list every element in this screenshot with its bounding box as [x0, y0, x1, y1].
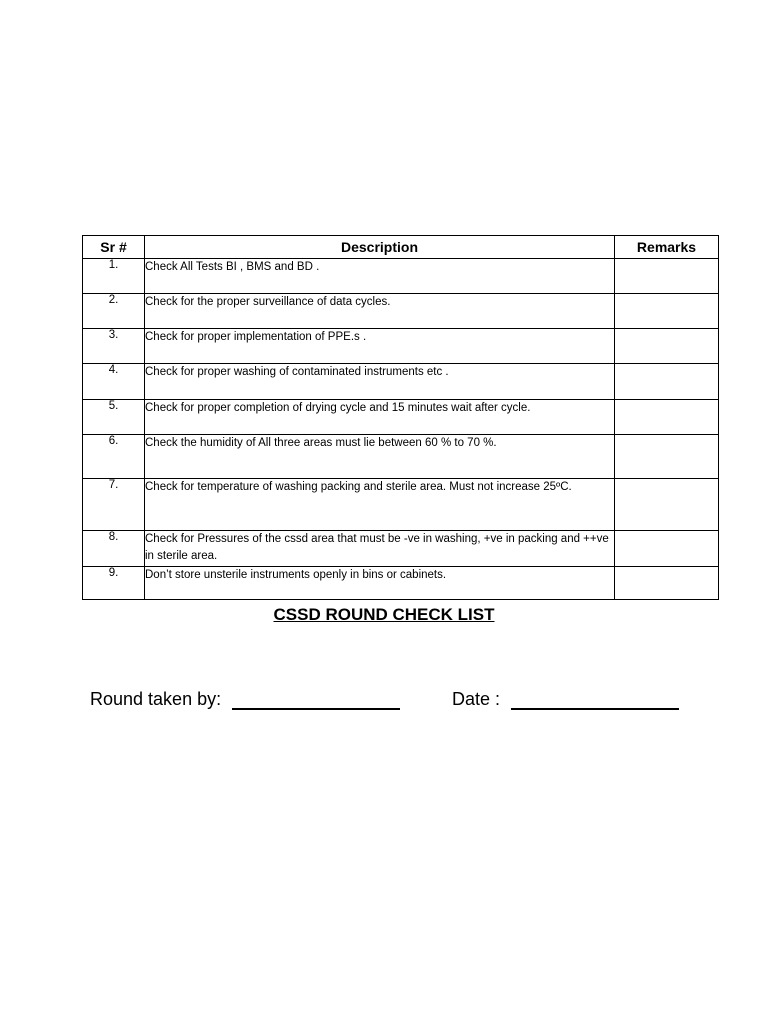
- table-row: [83, 329, 719, 364]
- row-sr: 1.: [83, 259, 145, 294]
- table-row: [83, 531, 719, 567]
- table-row: [83, 364, 719, 400]
- table-row: [83, 400, 719, 435]
- row-description: Check the humidity of All three areas must lie between 60 % to 70 %.: [145, 435, 615, 479]
- table-row: [83, 567, 719, 600]
- header-remarks: Remarks: [615, 236, 719, 259]
- date-label: Date :: [452, 689, 501, 709]
- row-description: Check for proper implementation of PPE.s .: [145, 329, 615, 364]
- row-description: Check for Pressures of the cssd area that must be -ve in washing, +ve in packing and ++ve in sterile area.: [145, 531, 615, 567]
- table-row: [83, 479, 719, 531]
- date-field: [452, 688, 679, 710]
- row-description: Check for proper completion of drying cycle and 15 minutes wait after cycle.: [145, 400, 615, 435]
- row-remarks[interactable]: [615, 329, 719, 364]
- header-description: Description: [145, 236, 615, 259]
- header-sr: Sr #: [83, 236, 145, 259]
- row-remarks[interactable]: [615, 567, 719, 600]
- row-description: Don’t store unsterile instruments openly in bins or cabinets.: [145, 567, 615, 600]
- table-row: [83, 435, 719, 479]
- row-sr: 4.: [83, 364, 145, 400]
- round-taken-by-blank[interactable]: [232, 688, 400, 710]
- table-row: [83, 259, 719, 294]
- page-title: CSSD ROUND CHECK LIST: [273, 605, 495, 624]
- row-sr: 9.: [83, 567, 145, 600]
- row-remarks[interactable]: [615, 531, 719, 567]
- round-taken-by-field: [90, 688, 400, 710]
- checklist-table: [82, 235, 719, 600]
- row-sr: 5.: [83, 400, 145, 435]
- table-row: [83, 294, 719, 329]
- row-remarks[interactable]: [615, 479, 719, 531]
- row-sr: 7.: [83, 479, 145, 531]
- row-sr: 6.: [83, 435, 145, 479]
- row-sr: 8.: [83, 531, 145, 567]
- row-remarks[interactable]: [615, 364, 719, 400]
- table-header-row: [83, 236, 719, 259]
- row-remarks[interactable]: [615, 259, 719, 294]
- row-description: Check for proper washing of contaminated instruments etc .: [145, 364, 615, 400]
- date-blank[interactable]: [511, 688, 679, 710]
- row-remarks[interactable]: [615, 435, 719, 479]
- round-taken-by-label: Round taken by:: [90, 689, 222, 709]
- row-remarks[interactable]: [615, 400, 719, 435]
- row-description: Check All Tests BI , BMS and BD .: [145, 259, 615, 294]
- row-sr: 3.: [83, 329, 145, 364]
- row-sr: 2.: [83, 294, 145, 329]
- row-description: Check for the proper surveillance of data cycles.: [145, 294, 615, 329]
- row-remarks[interactable]: [615, 294, 719, 329]
- row-description: Check for temperature of washing packing and sterile area. Must not increase 25ºC.: [145, 479, 615, 531]
